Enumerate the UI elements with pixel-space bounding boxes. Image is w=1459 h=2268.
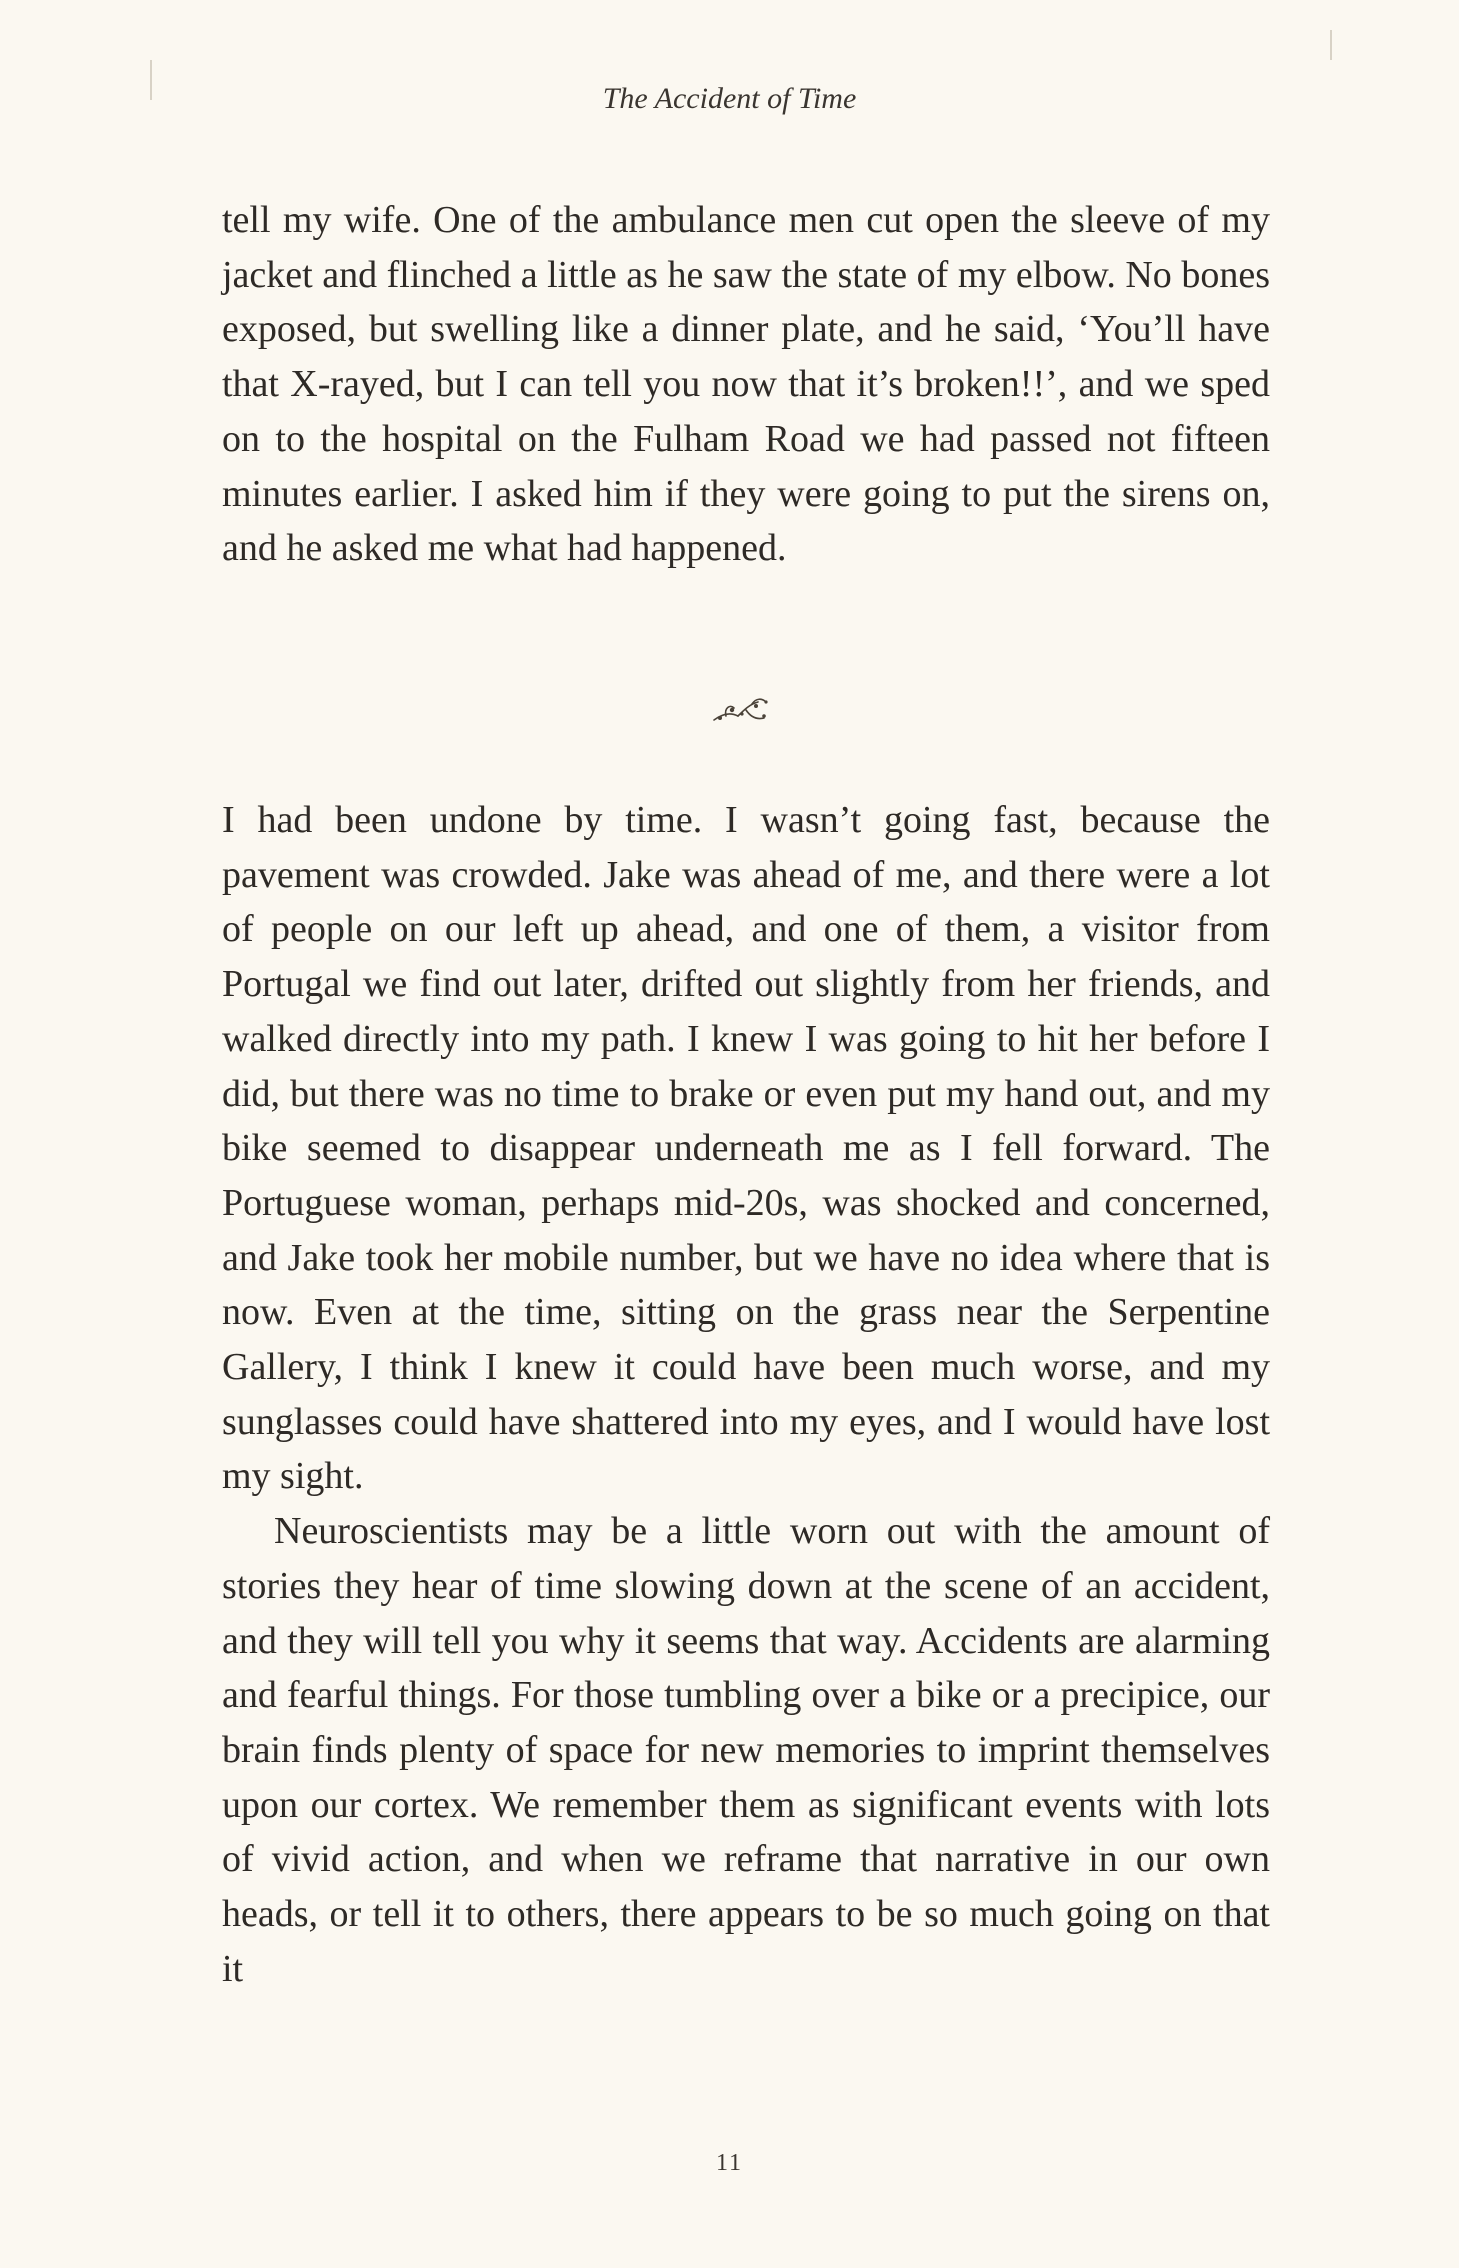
paragraph: tell my wife. One of the ambulance men cut open the sleeve of my jacket and flinched a little as he saw the state of my elbow. No bones exposed, but swelling like a dinner plate, and he said, ‘You’ll have that X-rayed, but I can tell you now that it’s broken!!’, and we sped on to the hospital on the Fulham Road we had passed not fifteen minutes earlier. I asked him if they were going to put the sirens on, and he asked me what had happened. [222, 199, 1270, 570]
page-number: 11 [715, 2150, 744, 2176]
scan-artifact-mark [1330, 30, 1332, 60]
floral-ornament-icon [706, 690, 776, 734]
running-title: The Accident of Time [602, 82, 857, 115]
text-section-2 [222, 793, 1270, 1996]
paragraph: Neuroscientists may be a little worn out with the amount of stories they hear of time slowing down at the scene of an accident, and they will tell you why it seems that way. Accidents are alarming and fearful things. For those tumbling over a bike or a precipice, our brain finds plenty of space for new memories to imprint themselves upon our cortex. We remember them as significant events with lots of vivid action, and when we reframe that narrative in our own heads, or tell it to others, there appears to be so much going on that it [222, 1510, 1270, 1990]
text-section-1 [222, 193, 1270, 576]
paragraph: I had been undone by time. I wasn’t going fast, because the pavement was crowded. Jake was ahead of me, and there were a lot of people on our left up ahead, and one of them, a visitor from Portugal we find out later, drifted out slightly from her friends, and walked directly into my path. I knew I was going to hit her before I did, but there was no time to brake or even put my hand out, and my bike seemed to disappear underneath me as I fell forward. The Portuguese woman, perhaps mid-20s, was shocked and concerned, and Jake took her mobile number, but we have no idea where that is now. Even at the time, sitting on the grass near the Serpentine Gallery, I think I knew it could have been much worse, and my sunglasses could have shattered into my eyes, and I would have lost my sight. [222, 799, 1270, 1498]
